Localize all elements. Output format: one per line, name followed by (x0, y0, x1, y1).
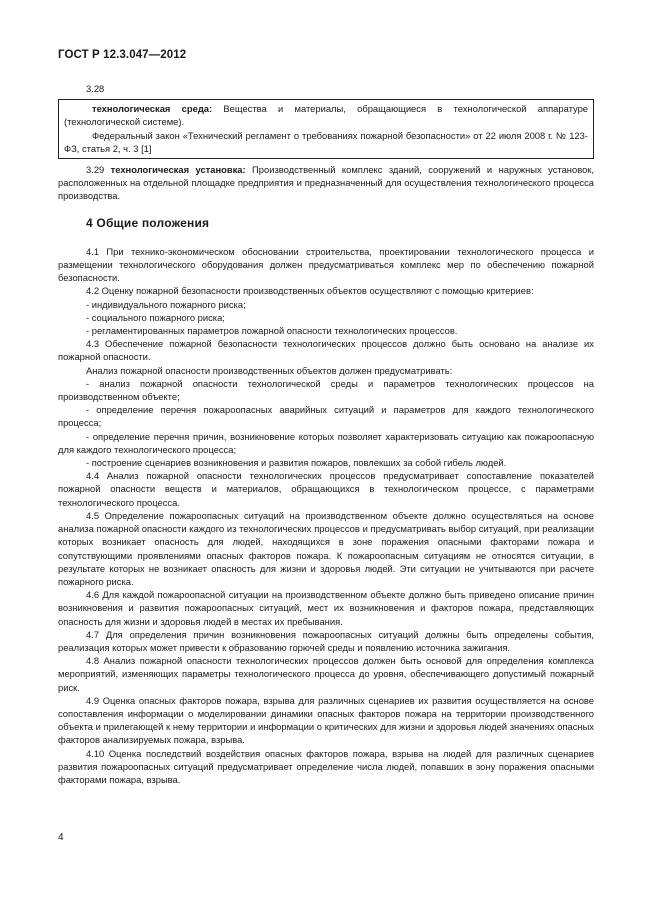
definition-description: Вещества и материалы, обращающиеся в технологической аппаратуре (технологической системе). (64, 103, 588, 128)
clause-3-29-number: 3.29 (86, 164, 111, 176)
clause-4-4: 4.4 Анализ пожарной опасности технологических процессов предусматривает сопоставление показателей пожарной опасности веществ и материалов, обращающихся в технологическом процессе, с параметрами технологического процесса. (58, 470, 594, 508)
list-item: - социального пожарного риска; (86, 311, 225, 323)
clause-4-1: 4.1 При технико-экономическом обосновании строительства, проектировании технологического процесса и размещении технологического оборудования должен предусматриваться комплекс мер по обеспечению пожарной безопасности. (58, 245, 594, 284)
clause-4-3-intro: Анализ пожарной опасности производственных объектов должен предусматривать: (86, 364, 453, 376)
document-body (58, 82, 594, 786)
section-4-title: 4 Общие положения (86, 215, 210, 230)
definition-text (64, 102, 588, 128)
standard-header: ГОСТ Р 12.3.047—2012 (58, 49, 187, 61)
clause-3-29 (58, 163, 594, 203)
clause-4-9: 4.9 Оценка опасных факторов пожара, взрыва для различных сценариев их развития осуществляется на основе сопоставления информации о моделировании динамики опасных факторов пожара на территории производственного объекта и прилегающей к нему территории и информации о критических для жизни и здоровья людей значениях опасных факторов анализируемых пожара, взрыва. (58, 694, 594, 746)
clause-4-2: 4.2 Оценку пожарной безопасности производственных объектов осуществляют с помощью критериев: (86, 285, 534, 297)
list-item: - построение сценариев возникновения и развития пожаров, повлекших за собой гибель людей. (86, 457, 507, 469)
clause-3-28-number: 3.28 (86, 83, 105, 94)
clause-4-8: 4.8 Анализ пожарной опасности технологических процессов должен быть основой для определения комплекса мероприятий, изменяющих параметры технологического процесса до уровня, обеспечивающего допустимый пожарный риск. (58, 655, 594, 693)
list-item: - анализ пожарной опасности технологической среды и параметров технологических процессов на производственном объекте; (58, 377, 594, 403)
definition-source: Федеральный закон «Технический регламент о требованиях пожарной безопасности» от 22 июля 2008 г. № 123-ФЗ, статья 2, ч. 3 [1] (64, 129, 588, 154)
clause-3-29-definition: Производственный комплекс зданий, сооружений и наружных установок, расположенных на отдельной площадке предприятия и предназначенный для осуществления технологического процесса производства. (58, 164, 594, 202)
clause-4-5: 4.5 Определение пожароопасных ситуаций на производственном объекте должно осуществляться на основе анализа пожарной опасности каждого из технологических процессов и предусматривать выбор ситуаций, при реализации которых возникает опасность для людей, находящихся в зоне поражения опасными факторами пожара и сопутствующими проявлениями опасных факторов пожара. К пожароопасным ситуациям не относятся ситуации, в результате которых не возникает опасность для жизни и здоровья людей. Эти ситуации не учитываются при расчете пожарного риска. (58, 509, 594, 587)
list-item: - регламентированных параметров пожарной опасности технологических процессов. (86, 325, 458, 337)
list-item: - определение перечня причин, возникновение которых позволяет характеризовать ситуацию как пожароопасную для каждого технологического процесса; (58, 430, 594, 455)
list-item: - определение перечня пожароопасных аварийных ситуаций и параметров для каждого технологического процесса; (58, 404, 594, 429)
clause-4-10: 4.10 Оценка последствий воздействия опасных факторов пожара, взрыва на людей для различных сценариев развития пожароопасных ситуаций предусматривает определение числа людей, попавших в зону поражения опасными факторами пожара, взрыва. (58, 747, 594, 785)
clause-4-7: 4.7 Для определения причин возникновения пожароопасных ситуаций должны быть определены события, реализация которых может привести к образованию горючей среды и появлению источника зажигания. (58, 628, 594, 653)
definition-term: технологическая среда: (92, 103, 213, 115)
clause-3-29-term: технологическая установка: (110, 164, 246, 176)
list-item: - индивидуального пожарного риска; (86, 298, 246, 310)
clause-4-6: 4.6 Для каждой пожароопасной ситуации на производственном объекте должно быть приведено описание причин возникновения и развития пожароопасных ситуаций, мест их возникновения и факторов пожара, представляющих опасность для жизни и здоровья людей в местах их пребывания. (58, 589, 594, 627)
definition-box (58, 99, 594, 159)
clause-4-3: 4.3 Обеспечение пожарной безопасности технологических процессов должно быть основано на анализе их пожарной опасности. (58, 338, 594, 363)
page-number: 4 (58, 832, 64, 843)
